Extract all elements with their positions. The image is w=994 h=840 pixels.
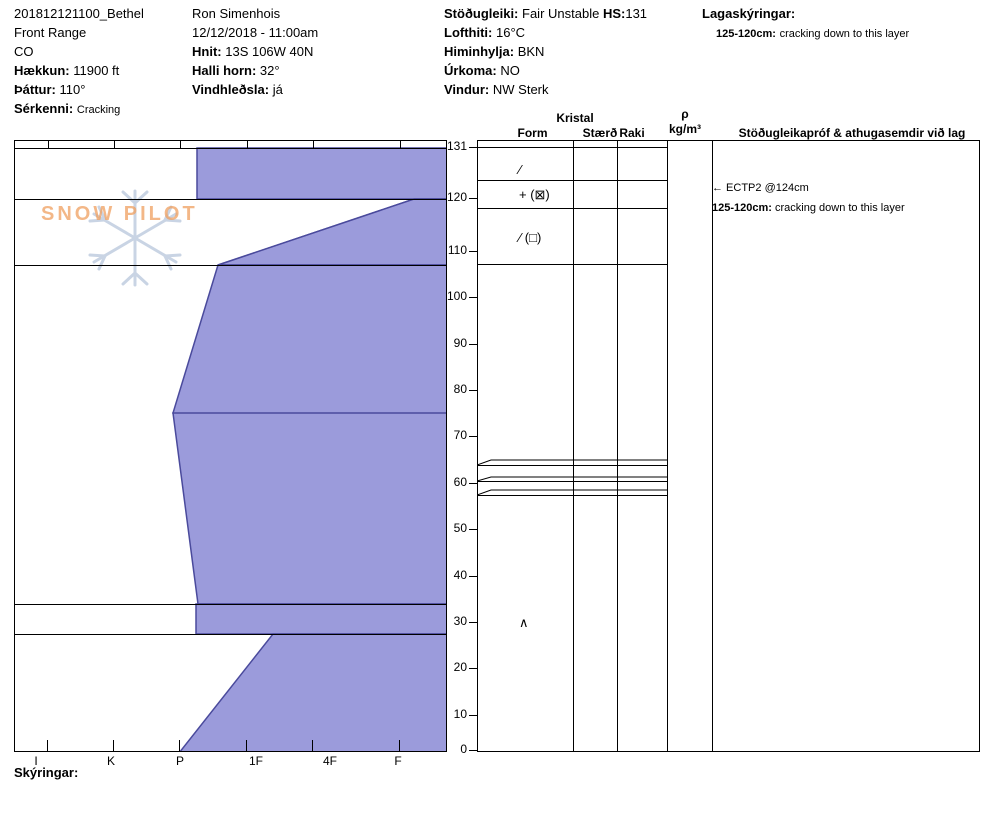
depth-tick-80 xyxy=(469,390,477,391)
layer-note-depth: 125-120cm: xyxy=(716,28,776,40)
datetime: 12/12/2018 - 11:00am xyxy=(192,25,319,40)
hardness-profile-area xyxy=(15,141,447,752)
airtemp-label: Lofthiti: xyxy=(444,25,493,40)
stability-label: Stöðugleiki: xyxy=(444,6,519,21)
depth-label-10: 10 xyxy=(453,707,467,721)
depth-tick-120 xyxy=(469,198,477,199)
skycover-value: BKN xyxy=(517,44,545,59)
header-row-observer xyxy=(192,4,318,23)
header-row-windloading xyxy=(192,80,318,99)
crystal-density-comment-table xyxy=(477,140,980,752)
characteristics-value: Cracking xyxy=(76,104,121,116)
hardness-tick-1F xyxy=(247,141,248,149)
hardness-tick-4F xyxy=(313,141,314,149)
aspect-value: 110° xyxy=(59,82,86,97)
depth-tick-0 xyxy=(469,750,477,751)
layer-boundary-131 xyxy=(15,148,447,149)
kristal-header: Kristal xyxy=(556,111,594,125)
axis-tick-F xyxy=(399,740,400,752)
wind-label: Vindur: xyxy=(444,82,490,97)
staerd-header: Stærð xyxy=(582,126,618,140)
hardness-tick-F xyxy=(400,141,401,149)
windloading-value: já xyxy=(272,82,283,97)
depth-tick-70 xyxy=(469,436,477,437)
hardness-tick-K xyxy=(114,141,115,149)
snow-profile-graph xyxy=(14,140,447,752)
header-row-title xyxy=(14,4,144,23)
airtemp-value: 16°C xyxy=(496,25,526,40)
rho-units-header: kg/m³ xyxy=(668,122,701,136)
header-column-layer-notes xyxy=(702,4,909,42)
layer-boundary-58 xyxy=(15,634,447,635)
header-column-observer xyxy=(192,4,318,99)
depth-tick-110 xyxy=(469,251,477,252)
depth-label-50: 50 xyxy=(453,521,467,535)
depth-label-90: 90 xyxy=(453,336,467,350)
header-row-characteristics xyxy=(14,99,144,118)
row-divider-131 xyxy=(477,147,667,148)
header-row-aspect xyxy=(14,80,144,99)
axis-tick-K xyxy=(113,740,114,752)
header-row-slope-angle xyxy=(192,61,318,80)
depth-tick-10 xyxy=(469,715,477,716)
windloading-label: Vindhleðsla: xyxy=(192,82,270,97)
depth-label-110: 110 xyxy=(447,243,467,257)
skycover-label: Himinhylja: xyxy=(444,44,515,59)
column-divider-raki-rho xyxy=(667,140,668,752)
axis-tick-4F xyxy=(312,740,313,752)
depth-label-30: 30 xyxy=(453,614,467,628)
header-row-datetime xyxy=(192,23,318,42)
header-row-wind xyxy=(444,80,647,99)
axis-tick-P xyxy=(179,740,180,752)
depth-label-100: 100 xyxy=(446,289,467,303)
hardness-tick-I xyxy=(48,141,49,149)
column-divider-rho-comments xyxy=(712,140,713,752)
header-row-coordinates xyxy=(192,42,318,61)
coordinates-label: Hnit: xyxy=(192,44,222,59)
watermark-text: SNOW PILOT xyxy=(41,203,198,225)
region: Front Range xyxy=(14,25,87,40)
depth-label-120: 120 xyxy=(446,190,467,204)
slope-angle-label: Halli horn: xyxy=(192,63,257,78)
header-row-stability xyxy=(444,4,647,23)
depth-axis xyxy=(446,139,477,756)
depth-tick-20 xyxy=(469,668,477,669)
row-divider-60 xyxy=(477,481,667,482)
depth-tick-100 xyxy=(469,297,477,298)
hardness-label-F: F xyxy=(394,754,402,768)
hardness-tick-P xyxy=(180,141,181,149)
elevation-label: Hækkun: xyxy=(14,63,70,78)
wind-value: NW Sterk xyxy=(492,82,549,97)
comment-cracking-depth: 125-120cm: xyxy=(712,202,772,214)
row-divider-62 xyxy=(477,465,667,466)
header-row-precip xyxy=(444,61,647,80)
hardness-label-1F: 1F xyxy=(248,754,263,768)
header-row-region xyxy=(14,23,144,42)
header-row-state xyxy=(14,42,144,61)
depth-label-20: 20 xyxy=(453,660,467,674)
layer-boundary-120 xyxy=(15,199,447,200)
coordinates-value: 13S 106W 40N xyxy=(225,44,314,59)
hardness-label-I: I xyxy=(34,754,38,768)
layer-note-text: cracking down to this layer xyxy=(779,28,910,40)
table-border xyxy=(477,140,980,752)
header-row-airtemp xyxy=(444,23,647,42)
axis-tick-1F xyxy=(246,740,247,752)
header-row-skycover xyxy=(444,42,647,61)
hardness-label-P: P xyxy=(175,754,184,768)
depth-tick-40 xyxy=(469,576,477,577)
row-divider-57 xyxy=(477,495,667,496)
depth-label-0: 0 xyxy=(460,742,467,756)
slope-angle-value: 32° xyxy=(259,63,280,78)
layer-boundary-62 xyxy=(15,604,447,605)
depth-label-60: 60 xyxy=(453,475,467,489)
aspect-label: Þáttur: xyxy=(14,82,56,97)
layer-boundary-106 xyxy=(15,265,447,266)
depth-tick-50 xyxy=(469,529,477,530)
header-column-site xyxy=(14,4,144,118)
depth-tick-30 xyxy=(469,622,477,623)
comment-ectp2: ← ECTP2 @124cm xyxy=(712,182,809,194)
state: CO xyxy=(14,44,34,59)
raki-header: Raki xyxy=(619,126,645,140)
elevation-value: 11900 ft xyxy=(73,63,120,78)
grain-form-34: ∧ xyxy=(519,615,529,630)
axis-tick-I xyxy=(47,740,48,752)
row-divider-120 xyxy=(477,208,667,209)
depth-tick-90 xyxy=(469,344,477,345)
precip-value: NO xyxy=(500,63,520,78)
stability-value: Fair Unstable xyxy=(522,6,600,21)
row-divider-106 xyxy=(477,264,667,265)
grain-form-120: + (⊠) xyxy=(519,187,550,202)
grain-form-131: ⁄ xyxy=(519,162,522,177)
characteristics-label: Sérkenni: xyxy=(14,101,74,116)
row-divider-124 xyxy=(477,180,667,181)
layer-note-row xyxy=(702,23,909,42)
comment-cracking-text: cracking down to this layer xyxy=(775,202,905,214)
depth-label-70: 70 xyxy=(453,428,467,442)
rho-header: ρ xyxy=(681,107,689,121)
depth-tick-131 xyxy=(469,147,477,148)
layer-notes-title-row xyxy=(702,4,909,23)
hardness-label-K: K xyxy=(106,754,115,768)
precip-label: Úrkoma: xyxy=(444,63,497,78)
depth-label-40: 40 xyxy=(453,568,467,582)
skyringar-label: Skýringar: xyxy=(14,765,79,780)
header-row-elevation xyxy=(14,61,144,80)
header-column-conditions xyxy=(444,4,647,99)
hs-label: HS: xyxy=(602,6,626,21)
depth-label-80: 80 xyxy=(453,382,467,396)
column-divider-staerd-raki xyxy=(617,140,618,752)
depth-tick-60 xyxy=(469,483,477,484)
grain-form-116: ⁄ (□) xyxy=(519,230,542,245)
column-divider-form-staerd xyxy=(573,140,574,752)
profile-id: 201812121100_Bethel xyxy=(14,6,144,21)
hardness-label-4F: 4F xyxy=(322,754,337,768)
depth-label-131: 131 xyxy=(446,139,467,153)
form-header: Form xyxy=(517,126,548,140)
comments-header: Stöðugleikapróf & athugasemdir við lag xyxy=(738,126,966,140)
layer-notes-title: Lagaskýringar: xyxy=(702,6,796,21)
observer-name: Ron Simenhois xyxy=(192,6,281,21)
hs-value: 131 xyxy=(625,6,648,21)
comment-cracking xyxy=(712,202,905,214)
